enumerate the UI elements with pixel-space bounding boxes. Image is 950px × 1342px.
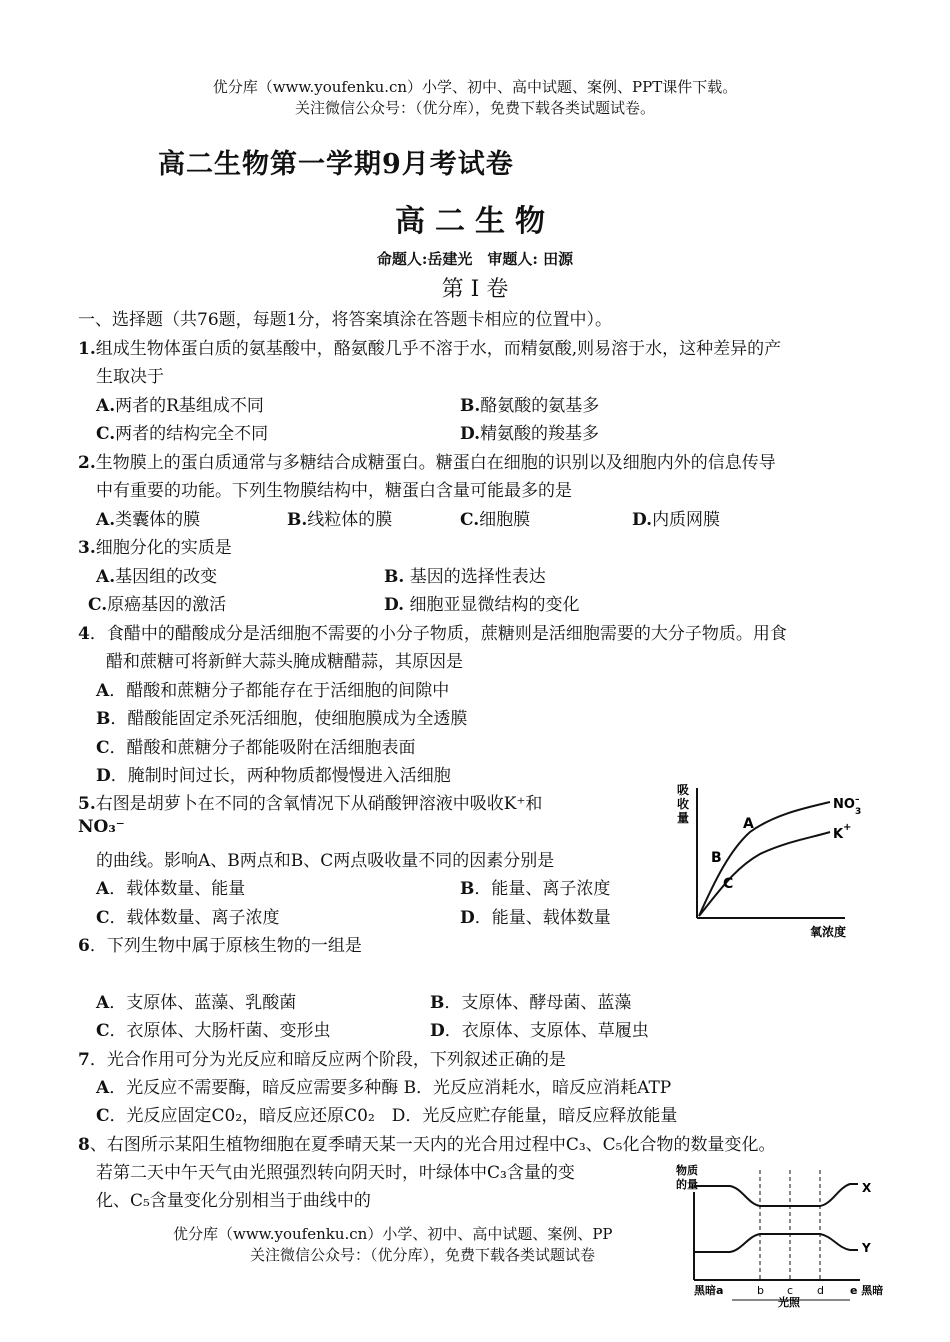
question-8-stem-cont-2: 化、C₅含量变化分别相当于曲线中的 bbox=[96, 1191, 371, 1211]
authors: 命题人:岳建光 审题人: 田源 bbox=[376, 250, 574, 268]
tick-e: e 黑暗 bbox=[850, 1284, 884, 1297]
fig2-ylabel-2: 的量 bbox=[676, 1178, 698, 1191]
question-2-stem-cont: 中有重要的功能。下列生物膜结构中，糖蛋白含量可能最多的是 bbox=[96, 481, 572, 501]
fig2-y-label: Y bbox=[862, 1241, 871, 1255]
question-7-stem: 7．光合作用可分为光反应和暗反应两个阶段，下列叙述正确的是 bbox=[78, 1050, 566, 1070]
question-4-stem: 4．食醋中的醋酸成分是活细胞不需要的小分子物质，蔗糖则是活细胞需要的大分子物质。用食 bbox=[78, 624, 787, 644]
section-heading: 一、选择题（共76题，每题1分，将答案填涂在答题卡相应的位置中）。 bbox=[78, 310, 612, 330]
question-4-stem-cont: 醋和蔗糖可将新鲜大蒜头腌成糖醋蒜，其原因是 bbox=[106, 652, 463, 672]
fig2-ylabel-1: 物质 bbox=[676, 1164, 698, 1177]
question-8-stem-cont: 若第二天中午天气由光照强烈转向阴天时，叶绿体中C₃含量的变 bbox=[96, 1163, 575, 1183]
q1-option-b: B.酪氨酸的氨基多 bbox=[460, 396, 600, 416]
fig2-x-label: X bbox=[862, 1181, 872, 1195]
q6-option-d: D．衣原体、支原体、草履虫 bbox=[430, 1021, 649, 1041]
q3-option-a: A.基因组的改变 bbox=[96, 567, 218, 587]
q6-option-c: C．衣原体、大肠杆菌、变形虫 bbox=[96, 1021, 331, 1041]
q6-option-b: B．支原体、酵母菌、蓝藻 bbox=[430, 993, 632, 1013]
fig2-light-label: 光照 bbox=[778, 1296, 800, 1309]
q4-option-a: A．醋酸和蔗糖分子都能存在于活细胞的间隙中 bbox=[96, 681, 450, 701]
q7-options-cd: C．光反应固定C0₂，暗反应还原C0₂ D．光反应贮存能量，暗反应释放能量 bbox=[96, 1106, 678, 1126]
q7-options-ab: A．光反应不需要酶，暗反应需要多种酶 B．光反应消耗水，暗反应消耗ATP bbox=[96, 1078, 672, 1098]
fig1-xlabel: 氧浓度 bbox=[810, 925, 847, 939]
q1-option-c: C.两者的结构完全不同 bbox=[96, 424, 269, 444]
fig1-ylabel-2: 收 bbox=[677, 797, 690, 811]
question-8-stem: 8、右图所示某阳生植物细胞在夏季晴天某一天内的光合用过程中C₃、C₅化合物的数量变化。 bbox=[78, 1135, 776, 1155]
fig1-no3-label: NO bbox=[833, 797, 855, 812]
header-line-2: 关注微信公众号：（优分库），免费下载各类试题试卷。 bbox=[294, 99, 655, 117]
fig1-ylabel-1: 吸 bbox=[677, 783, 690, 797]
q5-option-a: A．载体数量、能量 bbox=[96, 879, 246, 899]
question-1-stem: 1.组成生物体蛋白质的氨基酸中，酪氨酸几乎不溶于水，而精氨酸,则易溶于水，这种差异的产 bbox=[78, 339, 782, 359]
header-line-1: 优分库（www.youfenku.cn）小学、初中、高中试题、案例、PPT课件下载。 bbox=[212, 78, 738, 96]
exam-title: 高二生物第一学期9月考试卷 bbox=[158, 149, 514, 180]
fig1-k-label: K bbox=[833, 827, 844, 842]
question-5-ion: NO₃⁻ bbox=[78, 817, 125, 837]
q2-option-d: D.内质网膜 bbox=[632, 510, 721, 530]
tick-a: 黑暗a bbox=[694, 1284, 724, 1297]
svg-text:–: – bbox=[855, 795, 860, 805]
q6-option-a: A．支原体、蓝藻、乳酸菌 bbox=[96, 993, 297, 1013]
q5-option-b: B．能量、离子浓度 bbox=[460, 879, 611, 899]
tick-b: b bbox=[757, 1284, 764, 1297]
fig1-ylabel-3: 量 bbox=[677, 811, 690, 825]
question-2-stem: 2.生物膜上的蛋白质通常与多糖结合成糖蛋白。糖蛋白在细胞的识别以及细胞内外的信息传导 bbox=[78, 453, 776, 473]
q5-option-d: D．能量、载体数量 bbox=[460, 908, 611, 928]
c3-c5-figure bbox=[670, 1160, 900, 1310]
svg-text:3: 3 bbox=[855, 807, 862, 817]
q1-option-a: A.两者的R基组成不同 bbox=[96, 396, 264, 416]
q4-option-b: B．醋酸能固定杀死活细胞，使细胞膜成为全透膜 bbox=[96, 709, 468, 729]
exam-subtitle: 高二生物 bbox=[395, 204, 555, 239]
point-a-label: A bbox=[743, 816, 754, 832]
footer-line-1: 优分库（www.youfenku.cn）小学、初中、高中试题、案例、PP bbox=[173, 1225, 613, 1243]
tick-c: c bbox=[787, 1284, 794, 1297]
question-3-stem: 3.细胞分化的实质是 bbox=[78, 538, 232, 558]
tick-d: d bbox=[817, 1284, 824, 1297]
volume-label: 第 I 卷 bbox=[441, 277, 509, 302]
question-5-stem-cont: 的曲线。影响A、B两点和B、C两点吸收量不同的因素分别是 bbox=[96, 851, 555, 871]
question-1-stem-cont: 生取决于 bbox=[96, 367, 164, 387]
question-6-stem: 6．下列生物中属于原核生物的一组是 bbox=[78, 936, 362, 956]
q2-option-b: B.线粒体的膜 bbox=[287, 510, 393, 530]
footer-line-2: 关注微信公众号：（优分库），免费下载各类试题试卷 bbox=[250, 1246, 596, 1264]
q4-option-c: C．醋酸和蔗糖分子都能吸附在活细胞表面 bbox=[96, 738, 416, 758]
q1-option-d: D.精氨酸的羧基多 bbox=[460, 424, 600, 444]
q3-option-c: C.原癌基因的激活 bbox=[88, 595, 227, 615]
absorption-figure bbox=[665, 780, 885, 945]
q4-option-d: D．腌制时间过长，两种物质都慢慢进入活细胞 bbox=[96, 766, 451, 786]
q5-option-c: C．载体数量、离子浓度 bbox=[96, 908, 280, 928]
point-c-label: C bbox=[723, 876, 734, 892]
q3-option-d: D. 细胞亚显微结构的变化 bbox=[384, 595, 580, 615]
q2-option-a: A.类囊体的膜 bbox=[96, 510, 201, 530]
q2-option-c: C.细胞膜 bbox=[460, 510, 531, 530]
question-5-stem: 5.右图是胡萝卜在不同的含氧情况下从硝酸钾溶液中吸收K⁺和 bbox=[78, 794, 543, 814]
svg-text:+: + bbox=[843, 822, 852, 833]
point-b-label: B bbox=[711, 850, 722, 866]
q3-option-b: B. 基因的选择性表达 bbox=[384, 567, 546, 587]
